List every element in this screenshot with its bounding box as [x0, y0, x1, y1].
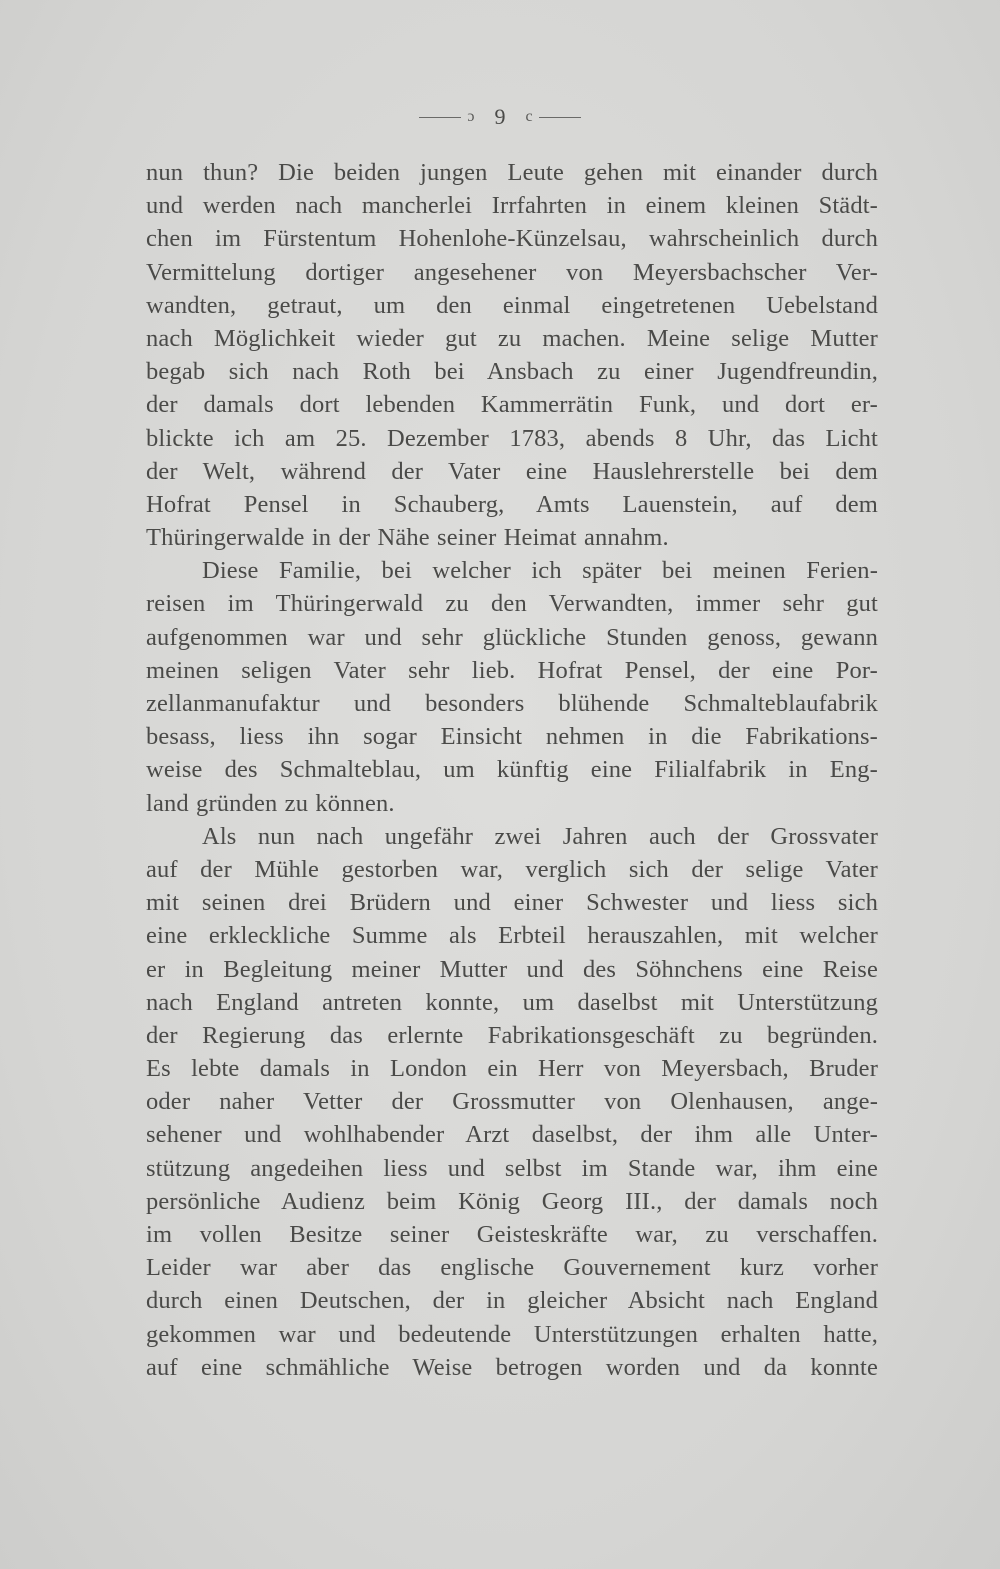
- text-line: Thüringerwalde in der Nähe seiner Heimat annahm.: [146, 524, 669, 552]
- text-line: land gründen zu können.: [146, 789, 395, 817]
- header-ornament-right: c: [525, 108, 533, 125]
- header-rule-right: [539, 117, 581, 118]
- text-line: nach Möglichkeit wieder gut zu machen. Meine selige Mutter: [146, 324, 878, 352]
- text-line: oder naher Vetter der Grossmutter von Olenhausen, ange-: [146, 1088, 878, 1116]
- text-line: blickte ich am 25. Dezember 1783, abends 8 Uhr, das Licht: [146, 424, 878, 452]
- text-line: persönliche Audienz beim König Georg III., der damals noch: [146, 1187, 878, 1215]
- text-line: reisen im Thüringerwald zu den Verwandten, immer sehr gut: [146, 590, 878, 618]
- text-line: Vermittelung dortiger angesehener von Meyersbachscher Ver-: [146, 258, 878, 286]
- text-line: zellanmanufaktur und besonders blühende Schmalteblaufabrik: [146, 690, 878, 717]
- text-line: durch einen Deutschen, der in gleicher Absicht nach England: [146, 1287, 878, 1315]
- text-line: Es lebte damals in London ein Herr von Meyersbach, Bruder: [146, 1055, 878, 1083]
- text-line: der Regierung das erlernte Fabrikationsgeschäft zu begründen.: [146, 1021, 878, 1049]
- text-line: Hofrat Pensel in Schauberg, Amts Lauenstein, auf dem: [146, 490, 878, 518]
- text-line: er in Begleitung meiner Mutter und des Söhnchens eine Reise: [146, 955, 878, 983]
- text-line: mit seinen drei Brüdern und einer Schwester und liess sich: [146, 889, 878, 917]
- text-line: im vollen Besitze seiner Geisteskräfte war, zu verschaffen.: [146, 1221, 878, 1248]
- text-line: chen im Fürstentum Hohenlohe-Künzelsau, wahrscheinlich durch: [146, 225, 878, 253]
- text-line: begab sich nach Roth bei Ansbach zu einer Jugendfreundin,: [146, 358, 878, 386]
- header-rule-left: [419, 117, 461, 118]
- text-line: aufgenommen war und sehr glückliche Stunden genoss, gewann: [146, 623, 878, 651]
- text-line: der Welt, während der Vater eine Hauslehrerstelle bei dem: [146, 457, 878, 485]
- page-header: [0, 102, 1000, 132]
- text-line: nach England antreten konnte, um daselbst mit Unterstützung: [146, 988, 878, 1016]
- text-line: gekommen war und bedeutende Unterstützungen erhalten hatte,: [146, 1320, 878, 1348]
- text-line: und werden nach mancherlei Irrfahrten in einem kleinen Städt-: [146, 192, 878, 220]
- text-line: wandten, getraut, um den einmal eingetretenen Uebelstand: [146, 291, 878, 319]
- text-line: meinen seligen Vater sehr lieb. Hofrat Pensel, der eine Por-: [146, 656, 878, 684]
- text-line: eine erkleckliche Summe als Erbteil herauszahlen, mit welcher: [146, 922, 878, 950]
- text-line: der damals dort lebenden Kammerrätin Funk, und dort er-: [146, 391, 878, 419]
- header-ornament-left: ɔ: [467, 108, 475, 125]
- text-line: sehener und wohlhabender Arzt daselbst, der ihm alle Unter-: [146, 1121, 878, 1149]
- text-line: besass, liess ihn sogar Einsicht nehmen in die Fabrikations-: [146, 723, 878, 751]
- text-line: weise des Schmalteblau, um künftig eine Filialfabrik in Eng-: [146, 756, 878, 784]
- text-line: stützung angedeihen liess und selbst im Stande war, ihm eine: [146, 1154, 878, 1182]
- text-line: nun thun? Die beiden jungen Leute gehen mit einander durch: [146, 159, 878, 186]
- text-line: Als nun nach ungefähr zwei Jahren auch der Grossvater: [202, 822, 878, 850]
- text-line: Leider war aber das englische Gouvernement kurz vorher: [146, 1254, 878, 1282]
- body-text: [146, 156, 878, 1384]
- text-line: Diese Familie, bei welcher ich später bei meinen Ferien-: [202, 557, 878, 585]
- page-number: 9: [494, 104, 506, 129]
- text-line: auf eine schmähliche Weise betrogen worden und da konnte: [146, 1353, 878, 1381]
- text-line: auf der Mühle gestorben war, verglich sich der selige Vater: [146, 855, 878, 883]
